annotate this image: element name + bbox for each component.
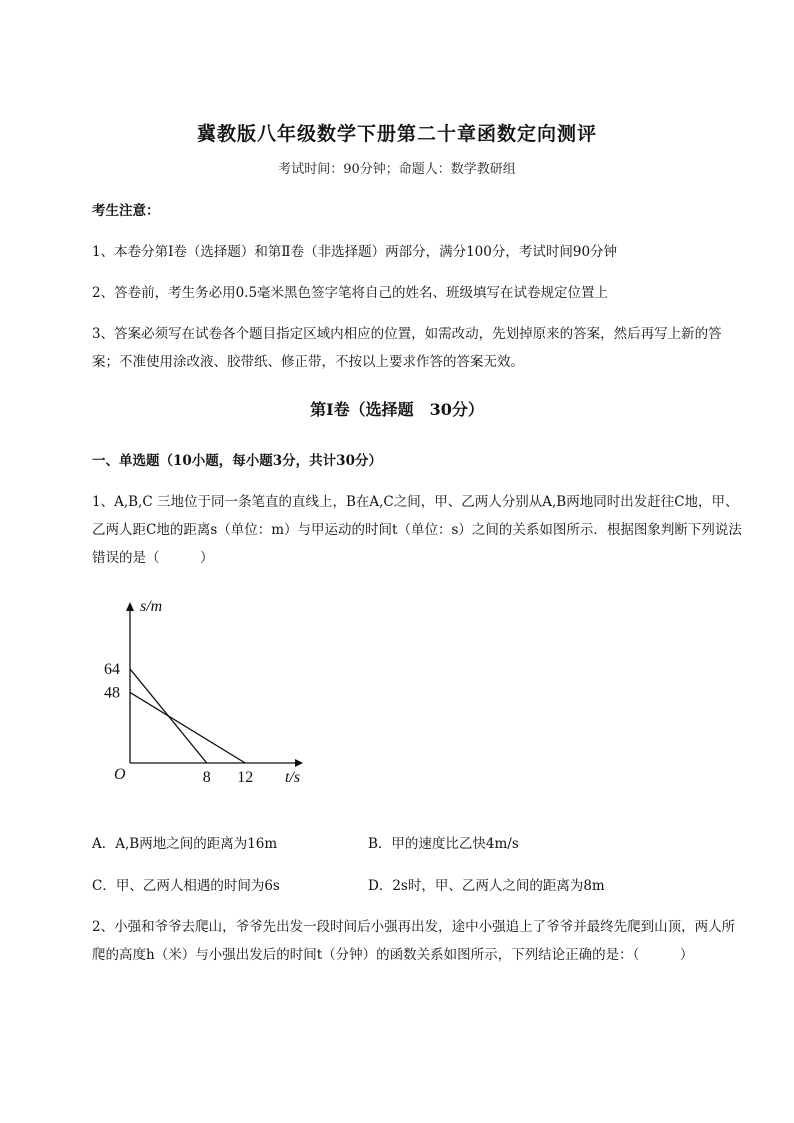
y-axis-label: s/m — [140, 598, 163, 615]
exam-info: 考试时间：90分钟；命题人：数学教研组 — [278, 162, 516, 177]
q1-option-b[interactable]: B．甲的速度比乙快4m/s — [368, 836, 519, 852]
series-line-2 — [130, 692, 245, 763]
y-axis-arrow — [126, 602, 134, 611]
notice-item-2: 2、答卷前，考生务必用0.5毫米黑色签字笔将自己的姓名、班级填写在试卷规定位置上 — [92, 285, 609, 301]
q1-graph — [95, 595, 315, 795]
question-2-text: 2、小强和爷爷去爬山，爷爷先出发一段时间后小强再出发，途中小强追上了爷爷并最终先爬到山顶，两人所爬的高度h（米）与小强出发后的时间t（分钟）的函数关系如图所示，下列结论正确的是：（ ） — [92, 919, 736, 963]
part-heading: 一、单选题（10小题，每小题3分，共计30分） — [92, 453, 382, 469]
page-title: 冀教版八年级数学下册第二十章函数定向测评 — [196, 123, 597, 145]
q1-option-c[interactable]: C．甲、乙两人相遇的时间为6s — [92, 878, 280, 894]
notice-item-3: 3、答案必须写在试卷各个题目指定区域内相应的位置，如需改动，先划掉原来的答案，然后再写上新的答案；不准使用涂改液、胶带纸、修正带，不按以上要求作答的答案无效。 — [92, 326, 722, 370]
y-tick-label-64: 64 — [104, 660, 120, 678]
q1-option-a[interactable]: A．A,B两地之间的距离为16m — [92, 836, 278, 852]
y-tick-label-48: 48 — [104, 684, 120, 702]
x-tick-label-12: 12 — [237, 769, 254, 786]
x-axis-arrow — [295, 759, 303, 767]
section-title: 第I卷（选择题 30分） — [310, 400, 484, 419]
x-tick-label-8: 8 — [202, 769, 211, 786]
notice-item-1: 1、本卷分第I卷（选择题）和第Ⅱ卷（非选择题）两部分，满分100分，考试时间90分钟 — [92, 244, 618, 260]
x-axis-label: t/s — [285, 769, 301, 786]
question-1-text: 1、A,B,C 三地位于同一条笔直的直线上，B在A,C之间，甲、乙两人分别从A,B两地同时出发赶往C地，甲、乙两人距C地的距离s（单位：m）与甲运动的时间t（单位：s）之间的关系如图所示．根据图象判断下列说法错误的是（ ） — [92, 494, 742, 566]
origin-label: O — [114, 766, 126, 783]
notice-heading: 考生注意： — [92, 203, 160, 219]
q1-option-d[interactable]: D．2s时，甲、乙两人之间的距离为8m — [368, 878, 605, 894]
